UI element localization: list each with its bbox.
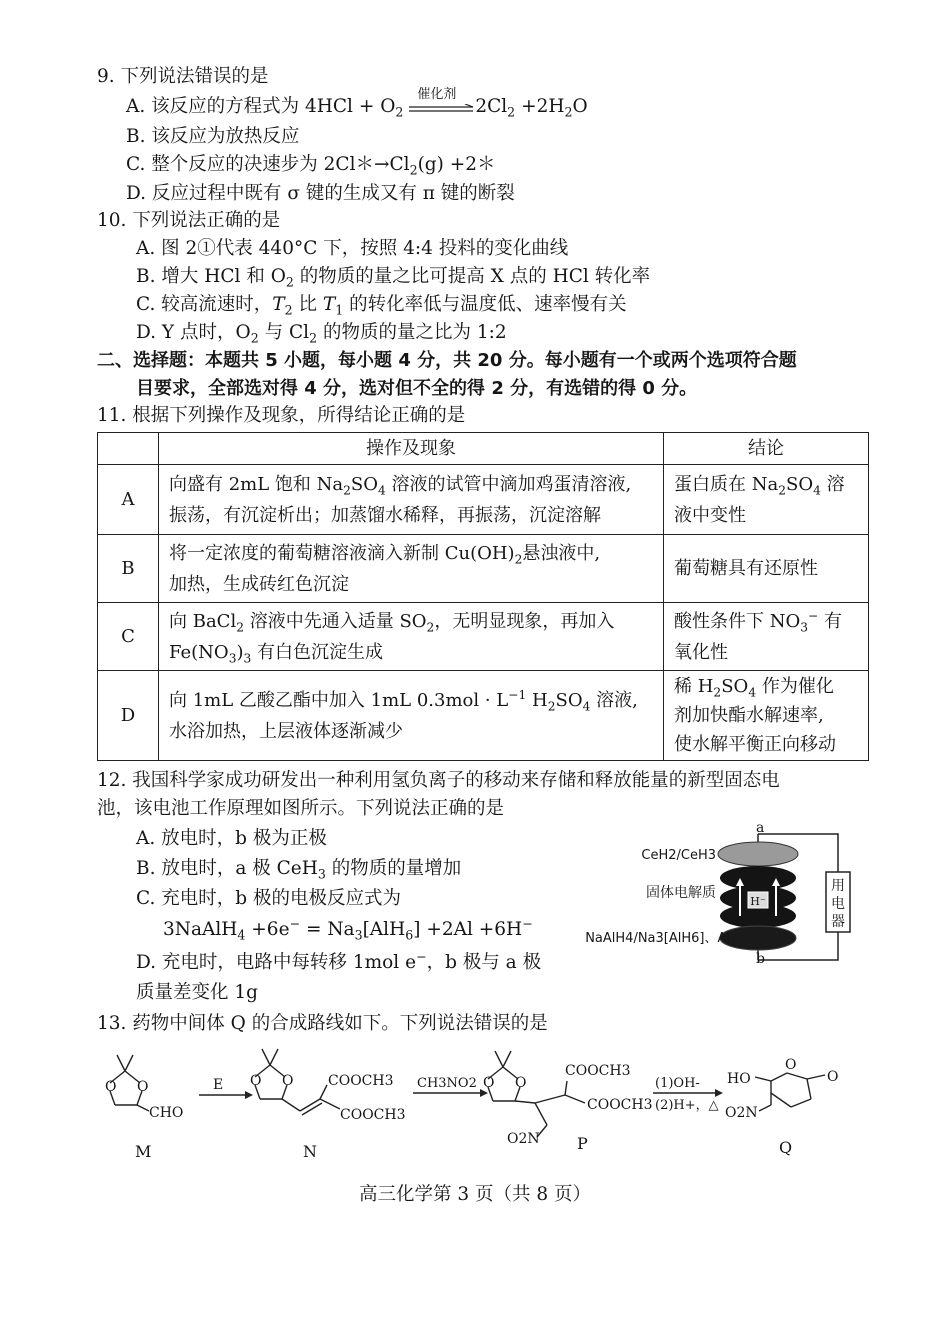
q9-stem: 9. 下列说法错误的是 bbox=[97, 66, 269, 87]
row-operation: 向 BaCl$_2$ 溶液中先通入适量 $SO_2$，无明显现象，再加入 $Fe(NO_3)_3$ 有白色沉淀生成 bbox=[159, 603, 664, 671]
row-conclusion: 稀 $H_2SO_4$ 作为催化 剂加快酯水解速率, 使水解平衡正向移动 bbox=[664, 671, 869, 761]
row-operation: 向 1mL 乙酸乙酯中加入 1mL $0.3mol \cdot L^{-1}$ $H_2SO_4$ 溶液, 水浴加热，上层液体逐渐减少 bbox=[159, 671, 664, 761]
catalyst-arrow: 催化剂 bbox=[409, 100, 475, 114]
row-conclusion: 葡萄糖具有还原性 bbox=[664, 535, 869, 603]
row-label: D bbox=[98, 671, 159, 761]
load-device-label-2: 电 bbox=[831, 896, 845, 912]
label-b: b bbox=[756, 951, 765, 967]
table-header-row bbox=[98, 433, 869, 465]
atom-o: O bbox=[137, 1079, 149, 1095]
group-ho: HO bbox=[727, 1071, 751, 1087]
q12-option-a: A. 放电时，b 极为正极 bbox=[136, 828, 327, 849]
q11-table bbox=[97, 432, 869, 761]
battery-diagram bbox=[570, 820, 860, 970]
table-row bbox=[98, 603, 869, 671]
page-footer: 高三化学第 3 页（共 8 页） bbox=[358, 1184, 592, 1205]
q10-option-b: B. 增大 HCl 和 $O_2$ 的物质的量之比可提高 X 点的 HCl 转化率 bbox=[136, 266, 651, 290]
reagent-ch3no2: CH3NO2 bbox=[417, 1076, 477, 1091]
q10-option-a: A. 图 2①代表 440°C 下，按照 4:4 投料的变化曲线 bbox=[136, 238, 569, 259]
row-label: B bbox=[98, 535, 159, 603]
atom-o: O bbox=[282, 1073, 294, 1089]
label-a: a bbox=[756, 820, 765, 836]
header-label bbox=[98, 433, 159, 465]
row-label: C bbox=[98, 603, 159, 671]
load-device-label-1: 用 bbox=[831, 878, 845, 894]
q12-stem-line1: 12. 我国科学家成功研发出一种利用氢负离子的移动来存储和释放能量的新型固态电 bbox=[97, 770, 780, 791]
hydride-ion-label: H⁻ bbox=[750, 895, 766, 908]
reagent-acid: (2)H+，△ bbox=[655, 1098, 719, 1113]
table-row bbox=[98, 465, 869, 535]
label-bottom-material: NaAlH4/Na3[AlH6]、Al bbox=[585, 931, 730, 946]
label-top-material: CeH2/CeH3 bbox=[641, 848, 716, 863]
group-o2n: O2N bbox=[507, 1131, 540, 1147]
atom-o: O bbox=[827, 1069, 839, 1085]
q12-option-c: C. 充电时，b 极的电极反应式为 bbox=[136, 888, 401, 909]
table-row bbox=[98, 671, 869, 761]
section2-heading-line1: 二、选择题：本题共 5 小题，每小题 4 分，共 20 分。每小题有一个或两个选项符合题 bbox=[97, 350, 797, 371]
reagent-base: (1)OH- bbox=[655, 1076, 700, 1091]
row-conclusion: 酸性条件下 $NO_3^-$ 有 氧化性 bbox=[664, 603, 869, 671]
q9-option-a: A. 该反应的方程式为 $4HCl + O_2$ 催化剂 $2Cl_2 +2H_2O$ bbox=[126, 87, 588, 120]
atom-o: O bbox=[785, 1057, 797, 1073]
group-cooch3: COOCH3 bbox=[328, 1073, 394, 1089]
compound-q: Q bbox=[779, 1138, 793, 1157]
group-cooch3: COOCH3 bbox=[565, 1063, 631, 1079]
q9-option-c: C. 整个反应的决速步为 $2Cl*\to Cl_2(g)$ +2＊ bbox=[126, 154, 496, 178]
electrode-a bbox=[718, 842, 798, 866]
synthesis-route bbox=[95, 1045, 865, 1170]
atom-o: O bbox=[250, 1073, 262, 1089]
reagent-e: E bbox=[213, 1077, 224, 1093]
compound-m: M bbox=[135, 1142, 152, 1161]
q10-option-c: C. 较高流速时，$T_2$ 比 $T_1$ 的转化率低与温度低、速率慢有关 bbox=[136, 294, 627, 318]
compound-n: N bbox=[303, 1142, 317, 1161]
q11-stem: 11. 根据下列操作及现象，所得结论正确的是 bbox=[97, 405, 466, 426]
label-electrolyte: 固体电解质 bbox=[646, 885, 716, 901]
q12-equation: 3NaAlH$_4$ $+6e^- = Na_3[AlH_6] +2Al +6H^-$ bbox=[163, 915, 533, 943]
group-cho: CHO bbox=[149, 1105, 184, 1121]
arrow-icon bbox=[245, 1091, 253, 1099]
group-o2n: O2N bbox=[725, 1105, 758, 1121]
q12-stem-line2: 池，该电池工作原理如图所示。下列说法正确的是 bbox=[97, 798, 505, 819]
row-conclusion: 蛋白质在 $Na_2SO_4$ 溶 液中变性 bbox=[664, 465, 869, 535]
group-cooch3: COOCH3 bbox=[340, 1107, 406, 1123]
load-device-label-3: 器 bbox=[831, 914, 845, 930]
q10-option-d: D. Y 点时，$O_2$ 与 $Cl_2$ 的物质的量之比为 1:2 bbox=[136, 322, 507, 346]
q13-stem: 13. 药物中间体 Q 的合成路线如下。下列说法错误的是 bbox=[97, 1013, 548, 1034]
q12-option-b: B. 放电时，a 极 CeH$_3$ 的物质的量增加 bbox=[136, 858, 462, 882]
section2-heading-line2: 目要求，全部选对得 4 分，选对但不全的得 2 分，有选错的得 0 分。 bbox=[136, 378, 698, 399]
atom-o: O bbox=[515, 1075, 527, 1091]
q12-option-d: D. 充电时，电路中每转移 1mol e−，b 极与 a 极 bbox=[136, 948, 542, 973]
q12-option-d-cont: 质量差变化 1g bbox=[136, 982, 258, 1003]
row-operation: 将一定浓度的葡萄糖溶液滴入新制 $Cu(OH)_2$悬浊液中, 加热，生成砖红色沉淀 bbox=[159, 535, 664, 603]
q10-stem: 10. 下列说法正确的是 bbox=[97, 210, 281, 231]
q9-option-b: B. 该反应为放热反应 bbox=[126, 126, 300, 147]
atom-o: O bbox=[105, 1079, 117, 1095]
q9-option-d: D. 反应过程中既有 σ 键的生成又有 π 键的断裂 bbox=[126, 183, 515, 204]
arrow-icon bbox=[715, 1089, 723, 1097]
row-operation: 向盛有 2mL 饱和 $Na_2SO_4$ 溶液的试管中滴加鸡蛋清溶液, 振荡，有沉淀析出；加蒸馏水稀释，再振荡，沉淀溶解 bbox=[159, 465, 664, 535]
table-row bbox=[98, 535, 869, 603]
group-cooch3: COOCH3 bbox=[587, 1097, 653, 1113]
row-label: A bbox=[98, 465, 159, 535]
compound-p: P bbox=[577, 1134, 588, 1153]
atom-o: O bbox=[483, 1075, 495, 1091]
header-operation: 操作及现象 bbox=[159, 433, 664, 465]
electrode-b bbox=[720, 926, 796, 950]
header-conclusion: 结论 bbox=[664, 433, 869, 465]
